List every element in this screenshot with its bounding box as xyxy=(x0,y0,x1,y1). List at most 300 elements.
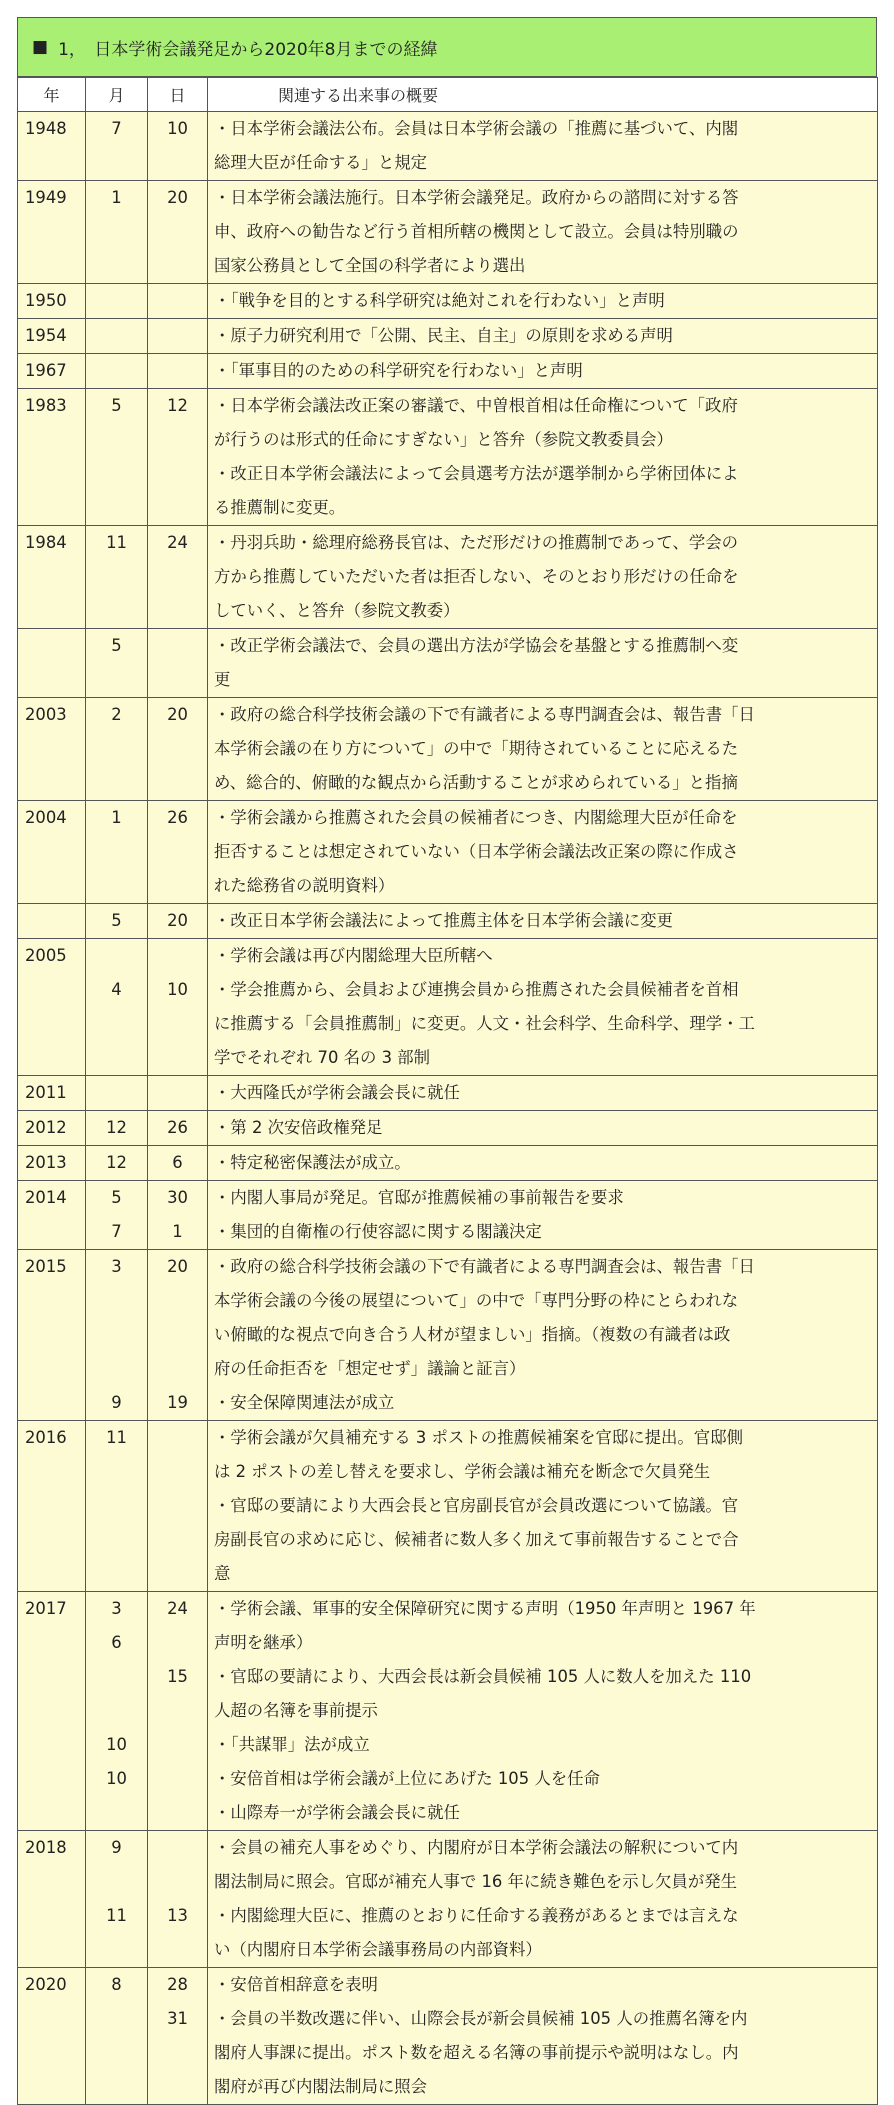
day-cell-line xyxy=(148,835,207,869)
month-cell-line xyxy=(86,939,147,973)
day-cell xyxy=(148,904,208,939)
month-cell-line: 3 xyxy=(111,1599,122,1618)
event-cell-line: 本学術会議の今後の展望について」の中で「専門分野の枠にとらわれな xyxy=(214,1291,739,1310)
day-cell-line: 19 xyxy=(167,1393,188,1412)
day-cell-line xyxy=(148,732,207,766)
month-cell-line xyxy=(86,354,147,388)
month-cell xyxy=(86,112,148,181)
event-cell-line: れた総務省の説明資料） xyxy=(214,876,395,895)
month-cell-line xyxy=(86,1660,147,1694)
year-cell xyxy=(18,939,86,1076)
month-cell xyxy=(86,1111,148,1146)
day-cell-line xyxy=(148,491,207,525)
event-cell-line: ・特定秘密保護法が成立。 xyxy=(214,1153,411,1172)
day-cell-line xyxy=(148,1557,207,1591)
year-cell xyxy=(18,1968,86,2105)
month-cell-line: 9 xyxy=(111,1393,122,1412)
year-cell-line: 2012 xyxy=(25,1118,67,1137)
day-cell xyxy=(148,629,208,698)
year-cell-line xyxy=(25,1660,85,1694)
event-cell-line: 総理大臣が任命する」と規定 xyxy=(214,153,428,172)
event-cell-line: ・学術会議が欠員補充する 3 ポストの推薦候補案を官邸に提出。官邸側 xyxy=(214,1428,743,1447)
year-cell-line xyxy=(25,732,85,766)
event-cell-line: ・安倍首相は学術会議が上位にあげた 105 人を任命 xyxy=(214,1769,600,1788)
month-cell-line xyxy=(86,1523,147,1557)
year-cell-line xyxy=(25,457,85,491)
event-cell xyxy=(208,698,878,801)
event-cell-line: 拒否することは想定されていない（日本学術会議法改正案の際に作成さ xyxy=(214,842,739,861)
year-cell-line xyxy=(25,835,85,869)
month-cell-line xyxy=(86,869,147,903)
event-cell-line: ・会員の補充人事をめぐり、内閣府が日本学術会議法の解釈について内 xyxy=(214,1838,739,1857)
month-cell-line xyxy=(86,1865,147,1899)
month-cell-line: 11 xyxy=(106,533,127,552)
event-cell-line: していく、と答弁（参院文教委） xyxy=(214,601,460,620)
year-cell xyxy=(18,112,86,181)
table-row xyxy=(18,112,878,181)
month-cell-line xyxy=(86,560,147,594)
month-cell-line xyxy=(86,835,147,869)
day-cell-line xyxy=(148,594,207,628)
year-cell-line xyxy=(25,1762,85,1796)
event-cell-line: ・官邸の要請により大西会長と官房副長官が会員改選について協議。官 xyxy=(214,1496,739,1515)
year-cell-line xyxy=(25,629,85,663)
month-cell-line: 5 xyxy=(111,636,122,655)
day-cell xyxy=(148,801,208,904)
day-cell-line xyxy=(148,215,207,249)
table-row xyxy=(18,1968,878,2105)
event-cell-line: ・内閣人事局が発足。官邸が推薦候補の事前報告を要求 xyxy=(214,1188,624,1207)
event-cell-line: る推薦制に変更。 xyxy=(214,498,346,517)
table-row xyxy=(18,389,878,526)
event-cell xyxy=(208,1181,878,1250)
month-cell-line: 1 xyxy=(111,808,122,827)
month-cell-line xyxy=(86,1694,147,1728)
month-cell-line xyxy=(86,663,147,697)
header-row xyxy=(18,78,878,112)
year-cell xyxy=(18,284,86,319)
year-cell-line xyxy=(25,1386,85,1420)
day-cell-line: 24 xyxy=(167,533,188,552)
day-cell-line: 28 xyxy=(167,1975,188,1994)
day-cell-line: 1 xyxy=(172,1222,183,1241)
event-cell xyxy=(208,354,878,389)
day-cell-line xyxy=(148,1352,207,1386)
day-cell xyxy=(148,526,208,629)
event-cell xyxy=(208,1831,878,1968)
day-cell-line xyxy=(148,663,207,697)
event-cell-line: 申、政府への勧告など行う首相所轄の機関として設立。会員は特別職の xyxy=(214,222,739,241)
month-cell-line xyxy=(86,766,147,800)
black-square-icon: ■ xyxy=(32,37,49,57)
history-table xyxy=(17,77,878,2105)
event-cell xyxy=(208,1250,878,1421)
year-cell-line xyxy=(25,1796,85,1830)
event-cell-line: ・「共謀罪」法が成立 xyxy=(214,1735,370,1754)
event-cell-line: い（内閣府日本学術会議事務局の内部資料） xyxy=(214,1940,542,1959)
year-cell-line xyxy=(25,1007,85,1041)
table-row xyxy=(18,1181,878,1250)
month-cell-line xyxy=(86,1041,147,1075)
day-cell-line: 20 xyxy=(167,911,188,930)
event-cell-line: 房副長官の求めに応じ、候補者に数人多く加えて事前報告することで合 xyxy=(214,1530,739,1549)
year-cell xyxy=(18,389,86,526)
year-cell-line: 2004 xyxy=(25,808,67,827)
day-cell-line xyxy=(148,560,207,594)
day-cell-line xyxy=(148,1489,207,1523)
event-cell-line: い俯瞰的な視点で向き合う人材が望ましい」指摘。（複数の有識者は政 xyxy=(214,1325,731,1344)
month-cell-line: 10 xyxy=(106,1735,127,1754)
day-cell-line xyxy=(148,1762,207,1796)
day-cell xyxy=(148,698,208,801)
month-cell xyxy=(86,1968,148,2105)
day-cell-line: 6 xyxy=(172,1153,183,1172)
month-cell-line: 11 xyxy=(106,1428,127,1447)
event-cell xyxy=(208,904,878,939)
month-cell-line xyxy=(86,1076,147,1110)
year-cell-line xyxy=(25,1899,85,1933)
month-cell-line: 5 xyxy=(111,911,122,930)
month-cell-line xyxy=(86,1489,147,1523)
month-cell-line: 4 xyxy=(111,980,122,999)
year-cell xyxy=(18,1421,86,1592)
month-cell xyxy=(86,698,148,801)
day-cell-line: 10 xyxy=(167,119,188,138)
year-cell-line xyxy=(25,1318,85,1352)
month-cell-line xyxy=(86,2002,147,2036)
day-cell-line xyxy=(148,2036,207,2070)
table-row xyxy=(18,354,878,389)
month-cell-line: 3 xyxy=(111,1257,122,1276)
event-cell-line: ・改正学術会議法で、会員の選出方法が学協会を基盤とする推薦制へ変 xyxy=(214,636,739,655)
event-cell xyxy=(208,284,878,319)
year-cell xyxy=(18,629,86,698)
event-cell xyxy=(208,1421,878,1592)
table-row xyxy=(18,1592,878,1831)
event-cell xyxy=(208,629,878,698)
event-cell-line: ・政府の総合科学技術会議の下で有識者による専門調査会は、報告書「日 xyxy=(214,1257,755,1276)
event-cell-line: に推薦する「会員推薦制」に変更。人文・社会科学、生命科学、理学・工 xyxy=(214,1014,755,1033)
event-cell-line: ・山際寿一が学術会議会長に就任 xyxy=(214,1803,460,1822)
year-cell-line xyxy=(25,2070,85,2104)
table-row xyxy=(18,801,878,904)
table-row xyxy=(18,629,878,698)
day-cell-line xyxy=(148,939,207,973)
table-row xyxy=(18,526,878,629)
event-cell xyxy=(208,1111,878,1146)
section-title: 1， 日本学術会議発足から2020年8月までの経緯 xyxy=(58,39,438,60)
month-cell xyxy=(86,1146,148,1181)
event-cell xyxy=(208,801,878,904)
event-cell-line: ・大西隆氏が学術会議会長に就任 xyxy=(214,1083,460,1102)
day-cell xyxy=(148,319,208,354)
year-cell-line: 1950 xyxy=(25,291,67,310)
year-cell xyxy=(18,1146,86,1181)
month-cell-line xyxy=(86,249,147,283)
day-cell xyxy=(148,1181,208,1250)
year-cell xyxy=(18,1831,86,1968)
event-cell-line: 閣府人事課に提出。ポスト数を超える名簿の事前提示や説明はなし。内 xyxy=(214,2043,739,2062)
month-cell xyxy=(86,1076,148,1111)
event-cell-line: 閣法制局に照会。官邸が補充人事で 16 年に続き難色を示し欠員が発生 xyxy=(214,1872,737,1891)
month-cell xyxy=(86,319,148,354)
month-cell-line xyxy=(86,146,147,180)
year-cell-line: 1948 xyxy=(25,119,67,138)
month-cell xyxy=(86,1592,148,1831)
day-cell xyxy=(148,1111,208,1146)
day-cell-line xyxy=(148,1933,207,1967)
event-cell-line: ・学術会議は再び内閣総理大臣所轄へ xyxy=(214,946,493,965)
day-cell-line: 20 xyxy=(167,188,188,207)
day-cell-line: 26 xyxy=(167,808,188,827)
table-row xyxy=(18,1250,878,1421)
table-row xyxy=(18,1421,878,1592)
table-row xyxy=(18,1146,878,1181)
month-cell-line xyxy=(86,1455,147,1489)
month-cell xyxy=(86,1831,148,1968)
table-row xyxy=(18,904,878,939)
day-cell-line xyxy=(148,1041,207,1075)
year-cell-line xyxy=(25,1865,85,1899)
year-cell-line xyxy=(25,904,85,938)
day-cell-line xyxy=(148,1796,207,1830)
year-cell-line: 2003 xyxy=(25,705,67,724)
month-cell-line: 12 xyxy=(106,1153,127,1172)
year-cell xyxy=(18,319,86,354)
event-cell-line: 方から推薦していただいた者は拒否しない、そのとおり形だけの任命を xyxy=(214,567,739,586)
day-cell xyxy=(148,1421,208,1592)
day-cell-line xyxy=(148,284,207,318)
day-cell-line xyxy=(148,1007,207,1041)
event-cell-line: ・学術会議、軍事的安全保障研究に関する声明（1950 年声明と 1967 年 xyxy=(214,1599,756,1618)
day-cell-line xyxy=(148,1076,207,1110)
day-cell-line xyxy=(148,2070,207,2104)
day-cell xyxy=(148,112,208,181)
day-cell-line xyxy=(148,1523,207,1557)
year-cell-line: 2020 xyxy=(25,1975,67,1994)
year-cell xyxy=(18,801,86,904)
event-cell-line: ・官邸の要請により、大西会長は新会員候補 105 人に数人を加えた 110 xyxy=(214,1667,752,1686)
month-cell xyxy=(86,181,148,284)
event-cell-line: 声明を継承） xyxy=(214,1633,313,1652)
year-cell xyxy=(18,526,86,629)
event-cell-line: ・内閣総理大臣に、推薦のとおりに任命する義務があるとまでは言えな xyxy=(214,1906,739,1925)
event-cell-line: ・日本学術会議法改正案の審議で、中曽根首相は任命権について「政府 xyxy=(214,396,738,415)
day-cell xyxy=(148,1146,208,1181)
year-cell-line xyxy=(25,869,85,903)
month-cell-line: 1 xyxy=(111,188,122,207)
year-cell-line: 2016 xyxy=(25,1428,67,1447)
month-cell-line xyxy=(86,491,147,525)
day-cell-line xyxy=(148,1421,207,1455)
month-cell xyxy=(86,939,148,1076)
event-cell xyxy=(208,181,878,284)
year-cell-line: 2014 xyxy=(25,1188,67,1207)
month-cell-line: 12 xyxy=(106,1118,127,1137)
year-cell-line xyxy=(25,1626,85,1660)
year-cell-line xyxy=(25,663,85,697)
day-cell-line: 20 xyxy=(167,705,188,724)
year-cell-line xyxy=(25,1041,85,1075)
month-cell xyxy=(86,389,148,526)
month-cell-line: 7 xyxy=(111,1222,122,1241)
month-cell-line xyxy=(86,1318,147,1352)
table-body xyxy=(18,112,878,2105)
event-cell-line: ・政府の総合科学技術会議の下で有識者による専門調査会は、報告書「日 xyxy=(214,705,755,724)
year-cell-line xyxy=(25,1352,85,1386)
month-cell-line: 10 xyxy=(106,1769,127,1788)
event-cell-line: 本学術会議の在り方について」の中で「期待されていることに応えるた xyxy=(214,739,739,758)
year-cell-line xyxy=(25,423,85,457)
year-cell-line xyxy=(25,1523,85,1557)
year-cell-line xyxy=(25,2002,85,2036)
year-cell-line: 1967 xyxy=(25,361,67,380)
table-row xyxy=(18,698,878,801)
day-cell-line: 24 xyxy=(167,1599,188,1618)
day-cell-line xyxy=(148,1318,207,1352)
event-cell-line: 人超の名簿を事前提示 xyxy=(214,1701,378,1720)
event-cell xyxy=(208,112,878,181)
event-cell-line: ・学術会議から推薦された会員の候補者につき、内閣総理大臣が任命を xyxy=(214,808,738,827)
year-cell-line: 2018 xyxy=(25,1838,67,1857)
day-cell-line xyxy=(148,146,207,180)
day-cell xyxy=(148,1968,208,2105)
section-title-bar xyxy=(17,17,877,77)
day-cell-line: 20 xyxy=(167,1257,188,1276)
day-cell xyxy=(148,939,208,1076)
month-cell-line xyxy=(86,319,147,353)
day-cell-line: 10 xyxy=(167,980,188,999)
day-cell-line xyxy=(148,423,207,457)
year-cell xyxy=(18,1076,86,1111)
month-cell-line: 6 xyxy=(111,1633,122,1652)
month-cell-line xyxy=(86,732,147,766)
table-row xyxy=(18,181,878,284)
year-cell xyxy=(18,181,86,284)
month-cell-line: 7 xyxy=(111,119,122,138)
month-cell-line xyxy=(86,2070,147,2104)
year-cell-line xyxy=(25,2036,85,2070)
year-cell xyxy=(18,1111,86,1146)
day-cell xyxy=(148,284,208,319)
month-cell-line xyxy=(86,1796,147,1830)
day-cell-line xyxy=(148,629,207,663)
event-cell-line: が行うのは形式的任命にすぎない」と答弁（参院文教委員会） xyxy=(214,430,673,449)
year-cell-line xyxy=(25,1557,85,1591)
event-cell xyxy=(208,1592,878,1831)
event-cell-line: ・集団的自衛権の行使容認に関する閣議決定 xyxy=(214,1222,542,1241)
month-cell-line xyxy=(86,1933,147,1967)
day-cell-line: 31 xyxy=(167,2009,188,2028)
month-cell-line xyxy=(86,1352,147,1386)
month-cell-line: 2 xyxy=(111,705,122,724)
event-cell-line: ・第 2 次安倍政権発足 xyxy=(214,1118,383,1137)
month-cell-line: 5 xyxy=(111,396,122,415)
month-cell xyxy=(86,526,148,629)
month-cell-line xyxy=(86,1284,147,1318)
year-cell xyxy=(18,904,86,939)
event-cell-line: 更 xyxy=(214,670,231,689)
year-cell-line: 1983 xyxy=(25,396,67,415)
header-day: 日 xyxy=(148,78,208,112)
table-row xyxy=(18,319,878,354)
year-cell-line: 1949 xyxy=(25,188,67,207)
year-cell-line xyxy=(25,249,85,283)
year-cell xyxy=(18,1181,86,1250)
month-cell-line xyxy=(86,284,147,318)
day-cell xyxy=(148,1831,208,1968)
event-cell-line: 意 xyxy=(214,1564,231,1583)
event-cell-line: ・学会推薦から、会員および連携会員から推薦された会員候補者を首相 xyxy=(214,980,739,999)
month-cell-line: 8 xyxy=(111,1975,122,1994)
year-cell-line xyxy=(25,1455,85,1489)
day-cell-line: 13 xyxy=(167,1906,188,1925)
day-cell-line xyxy=(148,1284,207,1318)
event-cell-line: ・会員の半数改選に伴い、山際会長が新会員候補 105 人の推薦名簿を内 xyxy=(214,2009,748,2028)
event-cell-line: ・安倍首相辞意を表明 xyxy=(214,1975,378,1994)
month-cell xyxy=(86,904,148,939)
event-cell-line: ・改正日本学術会議法によって会員選考方法が選挙制から学術団体によ xyxy=(214,464,739,483)
year-cell xyxy=(18,698,86,801)
day-cell xyxy=(148,1592,208,1831)
table-row xyxy=(18,1111,878,1146)
month-cell xyxy=(86,1250,148,1421)
month-cell-line: 5 xyxy=(111,1188,122,1207)
day-cell-line xyxy=(148,354,207,388)
event-cell-line: ・原子力研究利用で「公開、民主、自主」の原則を求める声明 xyxy=(214,326,673,345)
year-cell-line xyxy=(25,146,85,180)
month-cell xyxy=(86,354,148,389)
month-cell xyxy=(86,1421,148,1592)
month-cell-line xyxy=(86,1557,147,1591)
event-cell-line: 学でそれぞれ 70 名の 3 部制 xyxy=(214,1048,431,1067)
month-cell xyxy=(86,801,148,904)
day-cell-line: 26 xyxy=(167,1118,188,1137)
day-cell-line xyxy=(148,766,207,800)
month-cell-line xyxy=(86,594,147,628)
day-cell-line xyxy=(148,1694,207,1728)
year-cell-line: 1984 xyxy=(25,533,67,552)
year-cell-line: 2015 xyxy=(25,1257,67,1276)
day-cell xyxy=(148,1250,208,1421)
table-row xyxy=(18,939,878,1076)
event-cell-line: 国家公務員として全国の科学者により選出 xyxy=(214,256,526,275)
event-cell-line: ・日本学術会議法公布。会員は日本学術会議の「推薦に基づいて、内閣 xyxy=(214,119,739,138)
year-cell-line: 1954 xyxy=(25,326,67,345)
month-cell-line xyxy=(86,215,147,249)
month-cell-line: 9 xyxy=(111,1838,122,1857)
day-cell-line xyxy=(148,1626,207,1660)
day-cell-line xyxy=(148,1865,207,1899)
month-cell xyxy=(86,284,148,319)
event-cell-line: 府の任命拒否を「想定せず」議論と証言） xyxy=(214,1359,526,1378)
year-cell-line xyxy=(25,1933,85,1967)
month-cell-line xyxy=(86,457,147,491)
event-cell-line: ・「軍事目的のための科学研究を行わない」と声明 xyxy=(214,361,583,380)
year-cell-line: 2013 xyxy=(25,1153,67,1172)
event-cell-line: ・日本学術会議法施行。日本学術会議発足。政府からの諮問に対する答 xyxy=(214,188,739,207)
event-cell-line: ・丹羽兵助・総理府総務長官は、ただ形だけの推薦制であって、学会の xyxy=(214,533,739,552)
event-cell xyxy=(208,1968,878,2105)
day-cell-line: 30 xyxy=(167,1188,188,1207)
event-cell-line: ・「戦争を目的とする科学研究は絶対これを行わない」と声明 xyxy=(214,291,665,310)
month-cell-line xyxy=(86,2036,147,2070)
day-cell-line: 12 xyxy=(167,396,188,415)
day-cell-line xyxy=(148,869,207,903)
year-cell-line xyxy=(25,491,85,525)
event-cell xyxy=(208,526,878,629)
year-cell-line: 2011 xyxy=(25,1083,67,1102)
